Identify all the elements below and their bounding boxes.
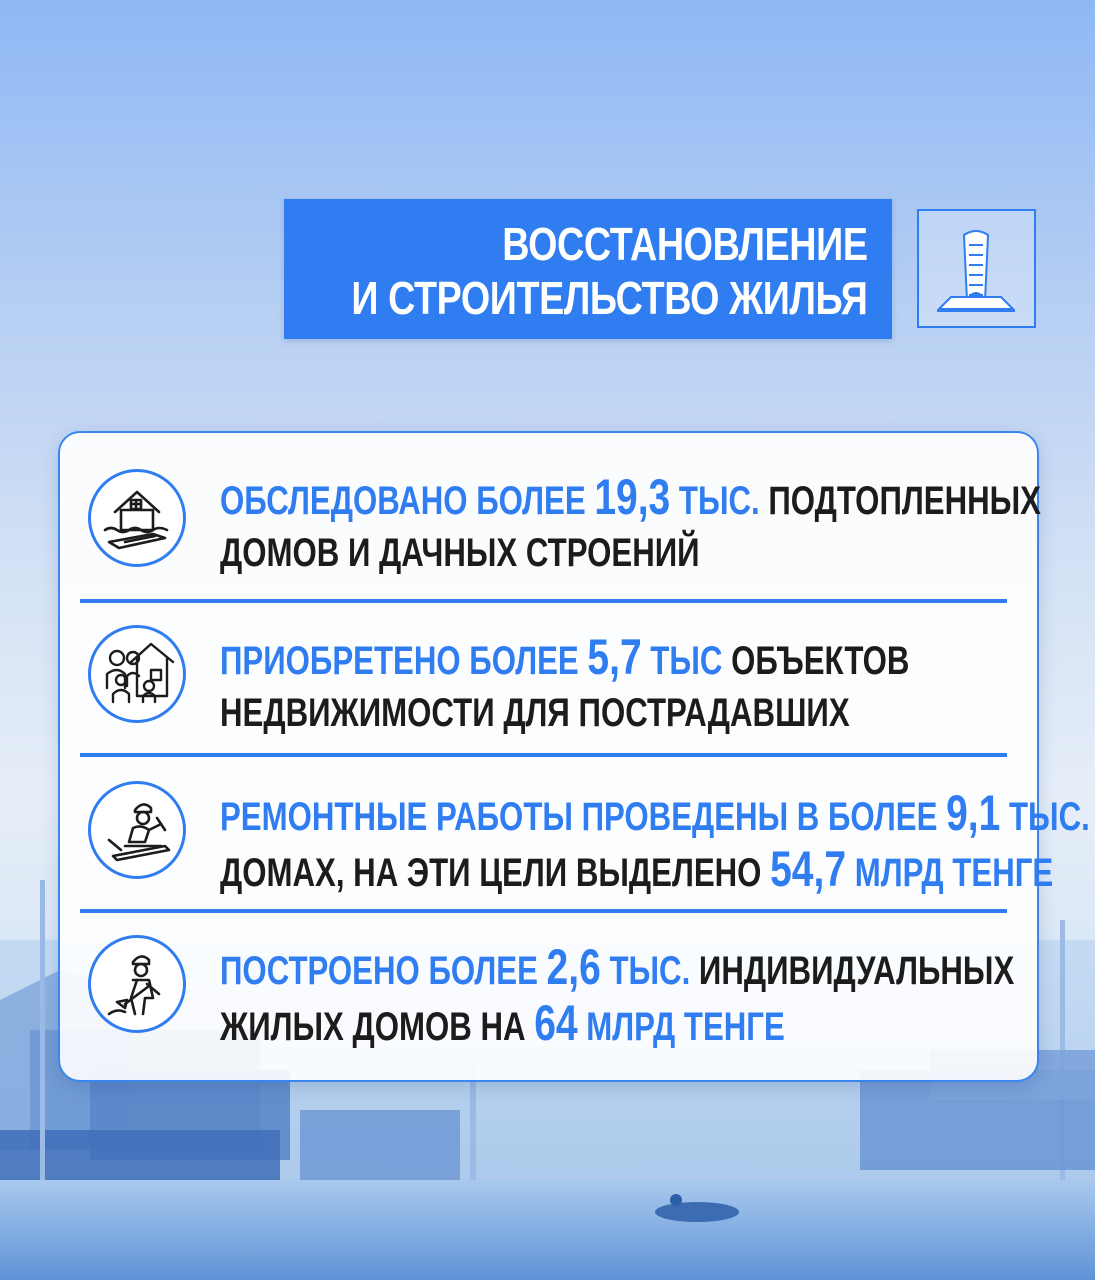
stat-label: ДОМАХ, НА ЭТИ ЦЕЛИ ВЫДЕЛЕНО bbox=[220, 851, 771, 895]
stat-unit: ТЫС bbox=[641, 639, 723, 683]
stat-value: 19,3 bbox=[594, 469, 671, 525]
stat-label: РЕМОНТНЫЕ РАБОТЫ ПРОВЕДЕНЫ В БОЛЕЕ bbox=[220, 795, 947, 839]
stat-value: 54,7 bbox=[770, 841, 847, 897]
family-house-icon bbox=[88, 625, 186, 723]
stat-unit: ТЫС. bbox=[600, 949, 691, 993]
stat-label: ПОСТРОЕНО БОЛЕЕ bbox=[220, 949, 547, 993]
flooded-house-icon bbox=[88, 469, 186, 567]
title-line-2: И СТРОИТЕЛЬСТВО ЖИЛЬЯ bbox=[351, 272, 868, 324]
divider bbox=[80, 753, 1007, 757]
stat-label: ПРИОБРЕТЕНО БОЛЕЕ bbox=[220, 639, 588, 683]
stat-text-purchased bbox=[220, 629, 910, 739]
stat-value: 5,7 bbox=[587, 629, 642, 685]
repair-worker-icon bbox=[88, 781, 186, 879]
government-building-icon bbox=[917, 209, 1036, 328]
divider bbox=[80, 599, 1007, 603]
title-banner bbox=[284, 199, 892, 339]
construction-worker-icon bbox=[88, 935, 186, 1033]
stat-unit: МЛРД ТЕНГЕ bbox=[846, 851, 1054, 895]
stat-unit: ТЫС. bbox=[1000, 795, 1090, 839]
stat-text-repairs bbox=[220, 785, 1090, 899]
stat-label-rest: ИНДИВИДУАЛЬНЫХ bbox=[690, 949, 1015, 993]
stat-value: 64 bbox=[534, 995, 578, 1051]
stats-card bbox=[58, 431, 1090, 1082]
stat-value: 2,6 bbox=[546, 939, 601, 995]
stat-line-2: ДОМОВ И ДАЧНЫХ СТРОЕНИЙ bbox=[220, 531, 700, 575]
stat-text-surveyed bbox=[220, 469, 1041, 579]
divider bbox=[80, 909, 1007, 913]
stat-unit: МЛРД ТЕНГЕ bbox=[577, 1005, 785, 1049]
stat-line-2: НЕДВИЖИМОСТИ ДЛЯ ПОСТРАДАВШИХ bbox=[220, 691, 850, 735]
stat-label: ЖИЛЫХ ДОМОВ НА bbox=[220, 1005, 535, 1049]
stat-label: ОБСЛЕДОВАНО БОЛЕЕ bbox=[220, 479, 595, 523]
title-line-1: ВОССТАНОВЛЕНИЕ bbox=[502, 218, 868, 270]
stat-value: 9,1 bbox=[946, 785, 1001, 841]
stat-label-rest: ОБЪЕКТОВ bbox=[722, 639, 910, 683]
stat-label-rest: ПОДТОПЛЕННЫХ bbox=[759, 479, 1041, 523]
stat-text-built bbox=[220, 939, 1015, 1053]
stat-unit: ТЫС. bbox=[670, 479, 760, 523]
